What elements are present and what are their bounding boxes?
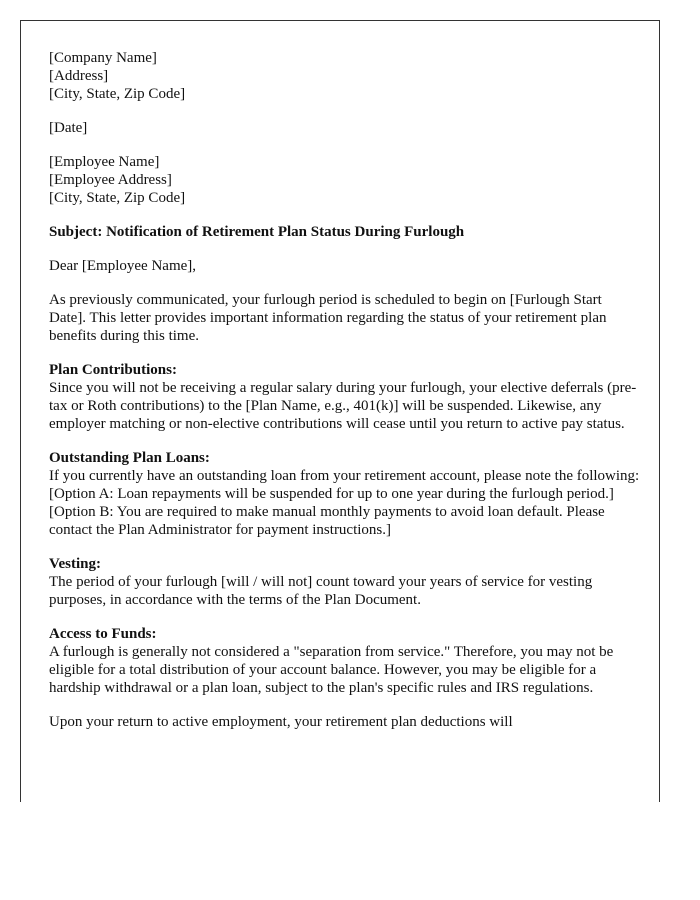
sender-block [49, 49, 641, 103]
section-body: The period of your furlough [will / will not] count toward your years of service for vesting purposes, in accordance with the terms of the Plan Document. [49, 574, 593, 608]
closing-paragraph: Upon your return to active employment, your retirement plan deductions will [49, 714, 513, 730]
recipient-address: [Employee Address] [49, 172, 172, 188]
recipient-name: [Employee Name] [49, 154, 160, 170]
company-address: [Address] [49, 68, 109, 84]
intro-paragraph: As previously communicated, your furlough period is scheduled to begin on [Furlough Start Date]. This letter provides important information regarding the status of your retirement plan benefits during this time. [49, 292, 607, 344]
letter-date: [Date] [49, 120, 88, 136]
recipient-city: [City, State, Zip Code] [49, 190, 186, 206]
section-heading: Access to Funds: [49, 626, 157, 642]
section-heading: Plan Contributions: [49, 362, 177, 378]
section-plan-loans [49, 449, 641, 539]
section-body: Since you will not be receiving a regular salary during your furlough, your elective deferrals (pre-tax or Roth contributions) to the [Plan Name, e.g., 401(k)] will be suspended. Likewise, any employer matching or non-elective contributions will cease until you return to active pay status. [49, 380, 637, 432]
section-plan-contributions [49, 361, 641, 433]
subject-line: Subject: Notification of Retirement Plan Status During Furlough [49, 224, 465, 240]
section-heading: Outstanding Plan Loans: [49, 450, 210, 466]
option-a: [Option A: Loan repayments will be suspended for up to one year during the furlough period.] [49, 486, 614, 502]
section-heading: Vesting: [49, 556, 101, 572]
section-body: If you currently have an outstanding loan from your retirement account, please note the following: [49, 468, 640, 484]
recipient-block [49, 153, 641, 207]
section-body: A furlough is generally not considered a "separation from service." Therefore, you may not be eligible for a total distribution of your account balance. However, you may be eligible for a hardship withdrawal or a plan loan, subject to the plan's specific rules and IRS regulations. [49, 644, 614, 696]
section-vesting [49, 555, 641, 609]
company-name: [Company Name] [49, 50, 157, 66]
company-city: [City, State, Zip Code] [49, 86, 186, 102]
salutation: Dear [Employee Name], [49, 258, 197, 274]
letter-page [20, 20, 660, 802]
letter-content [49, 49, 641, 747]
section-access-to-funds [49, 625, 641, 697]
option-b: [Option B: You are required to make manual monthly payments to avoid loan default. Please contact the Plan Administrator for payment instructions.] [49, 504, 605, 538]
